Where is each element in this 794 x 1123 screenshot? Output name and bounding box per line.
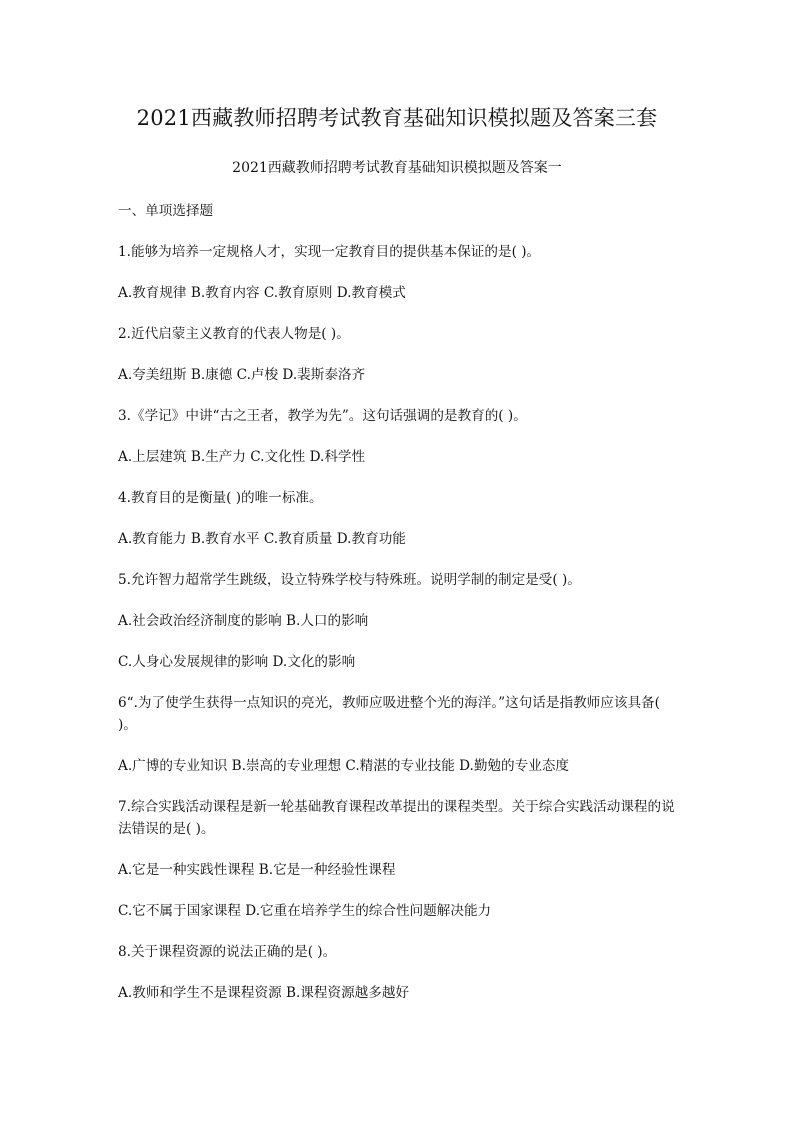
question-5-options-a-b: A.社会政治经济制度的影响 B.人口的影响: [118, 613, 369, 629]
question-4-options: A.教育能力 B.教育水平 C.教育质量 D.教育功能: [118, 531, 406, 547]
question-8: 8.关于课程资源的说法正确的是( )。: [118, 944, 337, 960]
question-8-options-a-b: A.教师和学生不是课程资源 B.课程资源越多越好: [118, 985, 410, 1001]
question-1: 1.能够为培养一定规格人才，实现一定教育目的提供基本保证的是( )。: [118, 244, 541, 260]
question-5-options-c-d: C.人身心发展规律的影响 D.文化的影响: [118, 654, 356, 670]
question-6-options: A.广博的专业知识 B.崇高的专业理想 C.精湛的专业技能 D.勤勉的专业态度: [118, 758, 570, 774]
document-subtitle: 2021西藏教师招聘考试教育基础知识模拟题及答案一: [232, 160, 562, 176]
question-3: 3.《学记》中讲“古之王者，教学为先”。这句话强调的是教育的( )。: [118, 408, 527, 424]
question-5: 5.允许智力超常学生跳级，设立特殊学校与特殊班。说明学制的制定是受( )。: [118, 572, 581, 588]
document-title: 2021西藏教师招聘考试教育基础知识模拟题及答案三套: [136, 106, 658, 130]
question-4: 4.教育目的是衡量( )的唯一标准。: [118, 490, 323, 506]
section-heading: 一、单项选择题: [118, 203, 214, 219]
question-3-options: A.上层建筑 B.生产力 C.文化性 D.科学性: [118, 449, 366, 465]
question-6: 6“.为了使学生获得一点知识的亮光，教师应吸进整个光的海洋。”这句话是指教师应该具备( )。: [118, 695, 660, 733]
question-2-options: A.夸美纽斯 B.康德 C.卢梭 D.裴斯泰洛齐: [118, 367, 366, 383]
question-1-options: A.教育规律 B.教育内容 C.教育原则 D.教育模式: [118, 285, 406, 301]
question-2: 2.近代启蒙主义教育的代表人物是( )。: [118, 326, 350, 342]
question-7-options-c-d: C.它不属于国家课程 D.它重在培养学生的综合性问题解决能力: [118, 903, 492, 919]
question-7-options-a-b: A.它是一种实践性课程 B.它是一种经验性课程: [118, 862, 396, 878]
question-7: 7.综合实践活动课程是新一轮基础教育课程改革提出的课程类型。关于综合实践活动课程的说法错误的是( )。: [118, 799, 675, 837]
document-body: [118, 200, 678, 1023]
